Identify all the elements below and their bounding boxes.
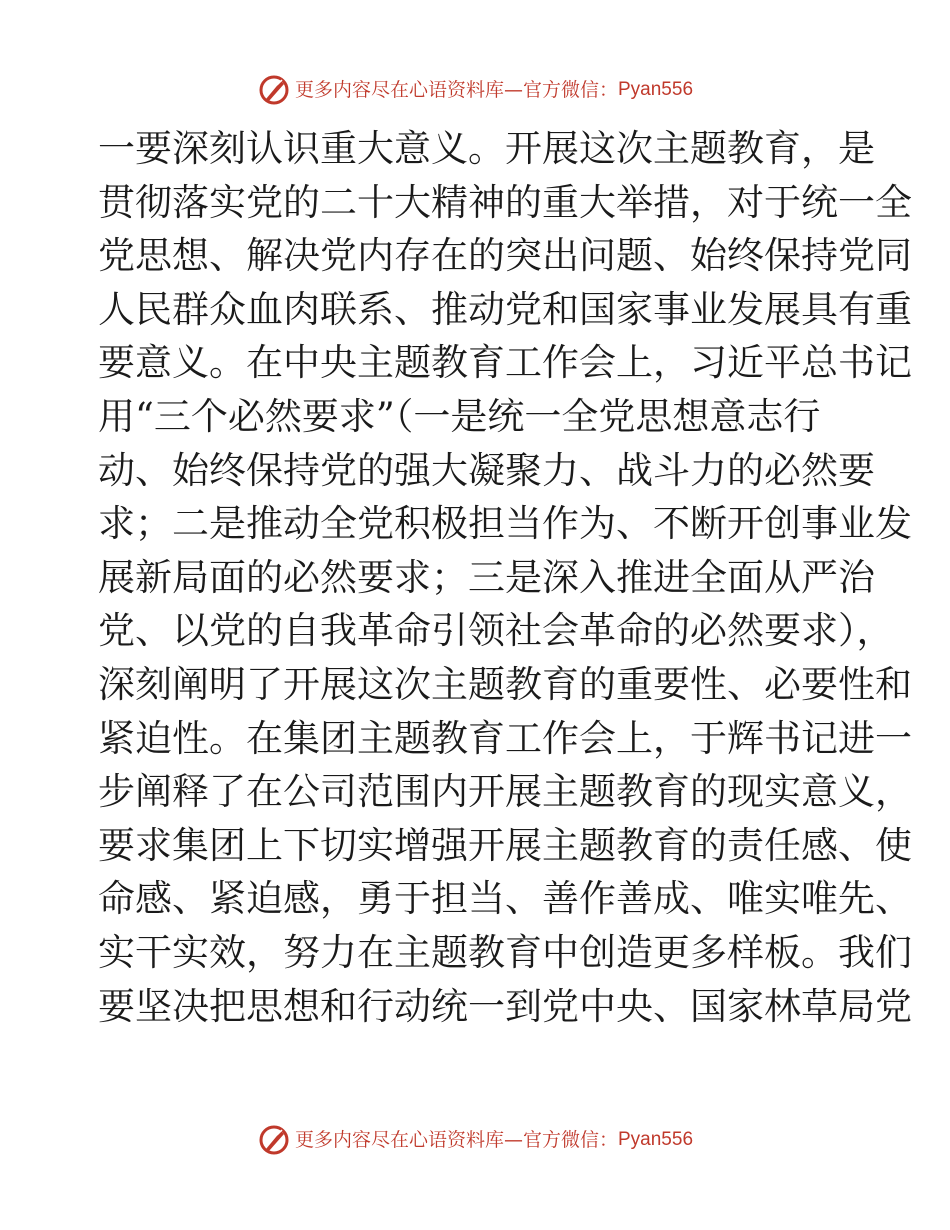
- watermark-id: Pyan556: [618, 79, 694, 100]
- text-line: 要意义。在中央主题教育工作会上，习近平总书记: [98, 341, 912, 385]
- body-paragraph: [98, 122, 912, 1033]
- quill-pen-icon: [257, 73, 291, 107]
- text-line: 步阐释了在公司范围内开展主题教育的现实意义，: [98, 770, 912, 814]
- text-line: 展新局面的必然要求；三是深入推进全面从严治: [98, 555, 875, 599]
- watermark-text: 更多内容尽在心语资料库—官方微信：: [294, 1129, 618, 1151]
- text-line: 党、以党的自我革命引领社会革命的必然要求），: [98, 609, 894, 653]
- quill-pen-icon: [257, 1123, 291, 1157]
- text-line: 贯彻落实党的二十大精神的重大举措，对于统一全: [98, 180, 912, 224]
- header-watermark: [0, 70, 950, 110]
- text-line: 人民群众血肉联系、推动党和国家事业发展具有重: [98, 287, 912, 331]
- text-line: 要求集团上下切实增强开展主题教育的责任感、使: [98, 823, 912, 867]
- footer-watermark: [0, 1120, 950, 1160]
- text-line: 深刻阐明了开展这次主题教育的重要性、必要性和: [98, 662, 912, 706]
- text-line: 命感、紧迫感，勇于担当、善作善成、唯实唯先、: [98, 877, 912, 921]
- text-line: 实干实效，努力在主题教育中创造更多样板。我们: [98, 930, 912, 974]
- text-line: 动、始终保持党的强大凝聚力、战斗力的必然要: [98, 448, 875, 492]
- text-line: 要坚决把思想和行动统一到党中央、国家林草局党: [98, 984, 912, 1028]
- text-line: 一要深刻认识重大意义。开展这次主题教育，是: [98, 127, 875, 170]
- watermark-id: Pyan556: [618, 1129, 694, 1150]
- text-line: 用“三个必然要求”（一是统一全党思想意志行: [98, 394, 821, 438]
- text-line: 求；二是推动全党积极担当作为、不断开创事业发: [98, 502, 912, 546]
- text-line: 党思想、解决党内存在的突出问题、始终保持党同: [98, 234, 912, 278]
- text-line: 紧迫性。在集团主题教育工作会上，于辉书记进一: [98, 716, 912, 760]
- watermark-text: 更多内容尽在心语资料库—官方微信：: [294, 79, 618, 101]
